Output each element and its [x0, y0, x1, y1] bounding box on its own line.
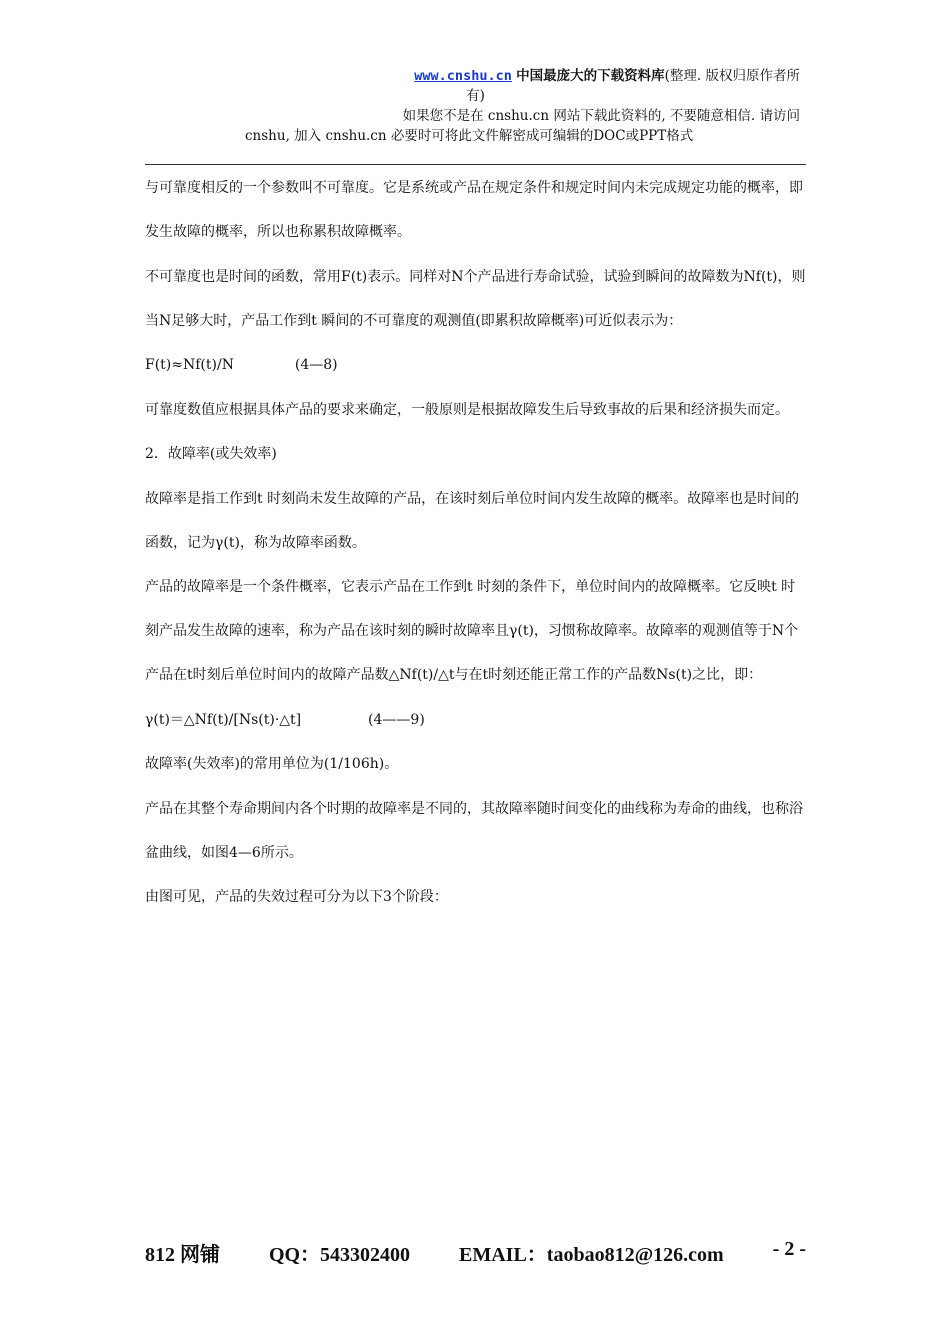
- header-divider: [145, 164, 806, 165]
- notice-line-2: cnshu, 加入 cnshu.cn 必要时可将此文件解密成可编辑的DOC或PPT格式: [245, 128, 694, 144]
- page-number: - 2 -: [772, 1238, 806, 1260]
- paragraph-unreliability-function: 不可靠度也是时间的函数，常用F(t)表示。同样对N个产品进行寿命试验，试验到瞬间的故障数为Nf(t)，则当N足够大时，产品工作到t 瞬间的不可靠度的观测值(即累积故障概率)可近似表示为：: [145, 268, 806, 329]
- paragraph-conditional-probability: 产品的故障率是一个条件概率，它表示产品在工作到t 时刻的条件下，单位时间内的故障概率。它反映t 时刻产品发生故障的速率，称为产品在该时刻的瞬时故障率且γ(t)，习惯称故障率。故障率的观测值等于N个产品在t时刻后单位时间内的故障产品数△Nf(t)/△t与在t时刻还能正常工作的产品数Ns(t)之比，即：: [145, 579, 799, 683]
- document-body: [145, 178, 806, 932]
- formula-4-8: [145, 355, 806, 375]
- site-note: (整理. 版权归原作者所: [664, 68, 800, 84]
- page-footer: [145, 1238, 806, 1267]
- header-line-1: [145, 66, 806, 86]
- paragraph-bathtub-curve: 产品在其整个寿命期间内各个时期的故障率是不同的，其故障率随时间变化的曲线称为寿命的曲线，也称浴盆曲线，如图4—6所示。: [145, 800, 803, 861]
- footer-qq: QQ：543302400: [268, 1244, 411, 1266]
- site-note-continued: 有): [466, 88, 485, 104]
- formula-4-8-number: (4—8): [294, 357, 338, 373]
- formula-4-9-expression: γ(t)＝△Nf(t)/[Ns(t)·△t]: [145, 711, 302, 728]
- formula-4-8-expression: F(t)≈Nf(t)/N: [145, 357, 234, 373]
- site-link[interactable]: www.cnshu.cn: [414, 68, 512, 84]
- footer-email: EMAIL：taobao812@126.com: [459, 1244, 724, 1266]
- site-title: 中国最庞大的下载资料库: [516, 68, 665, 84]
- footer-shop: 812 网铺: [145, 1244, 220, 1266]
- page-header: [145, 66, 806, 146]
- paragraph-failure-rate-unit: 故障率(失效率)的常用单位为(1/106h)。: [145, 756, 399, 772]
- notice-line-1: 如果您不是在 cnshu.cn 网站下载此资料的, 不要随意相信. 请访问: [402, 108, 800, 124]
- paragraph-three-stages: 由图可见，产品的失效过程可分为以下3个阶段：: [145, 889, 448, 905]
- section-heading-failure-rate: 2．故障率(或失效率): [145, 446, 277, 462]
- paragraph-reliability-value: 可靠度数值应根据具体产品的要求来确定，一般原则是根据故障发生后导致事故的后果和经济损失而定。: [145, 401, 789, 418]
- formula-4-9: [145, 710, 806, 730]
- paragraph-unreliability: 与可靠度相反的一个参数叫不可靠度。它是系统或产品在规定条件和规定时间内未完成规定功能的概率，即发生故障的概率，所以也称累积故障概率。: [145, 180, 803, 240]
- formula-4-9-number: (4——9): [368, 711, 425, 728]
- paragraph-failure-rate-definition: 故障率是指工作到t 时刻尚未发生故障的产品，在该时刻后单位时间内发生故障的概率。故障率也是时间的函数，记为γ(t)，称为故障率函数。: [145, 490, 800, 551]
